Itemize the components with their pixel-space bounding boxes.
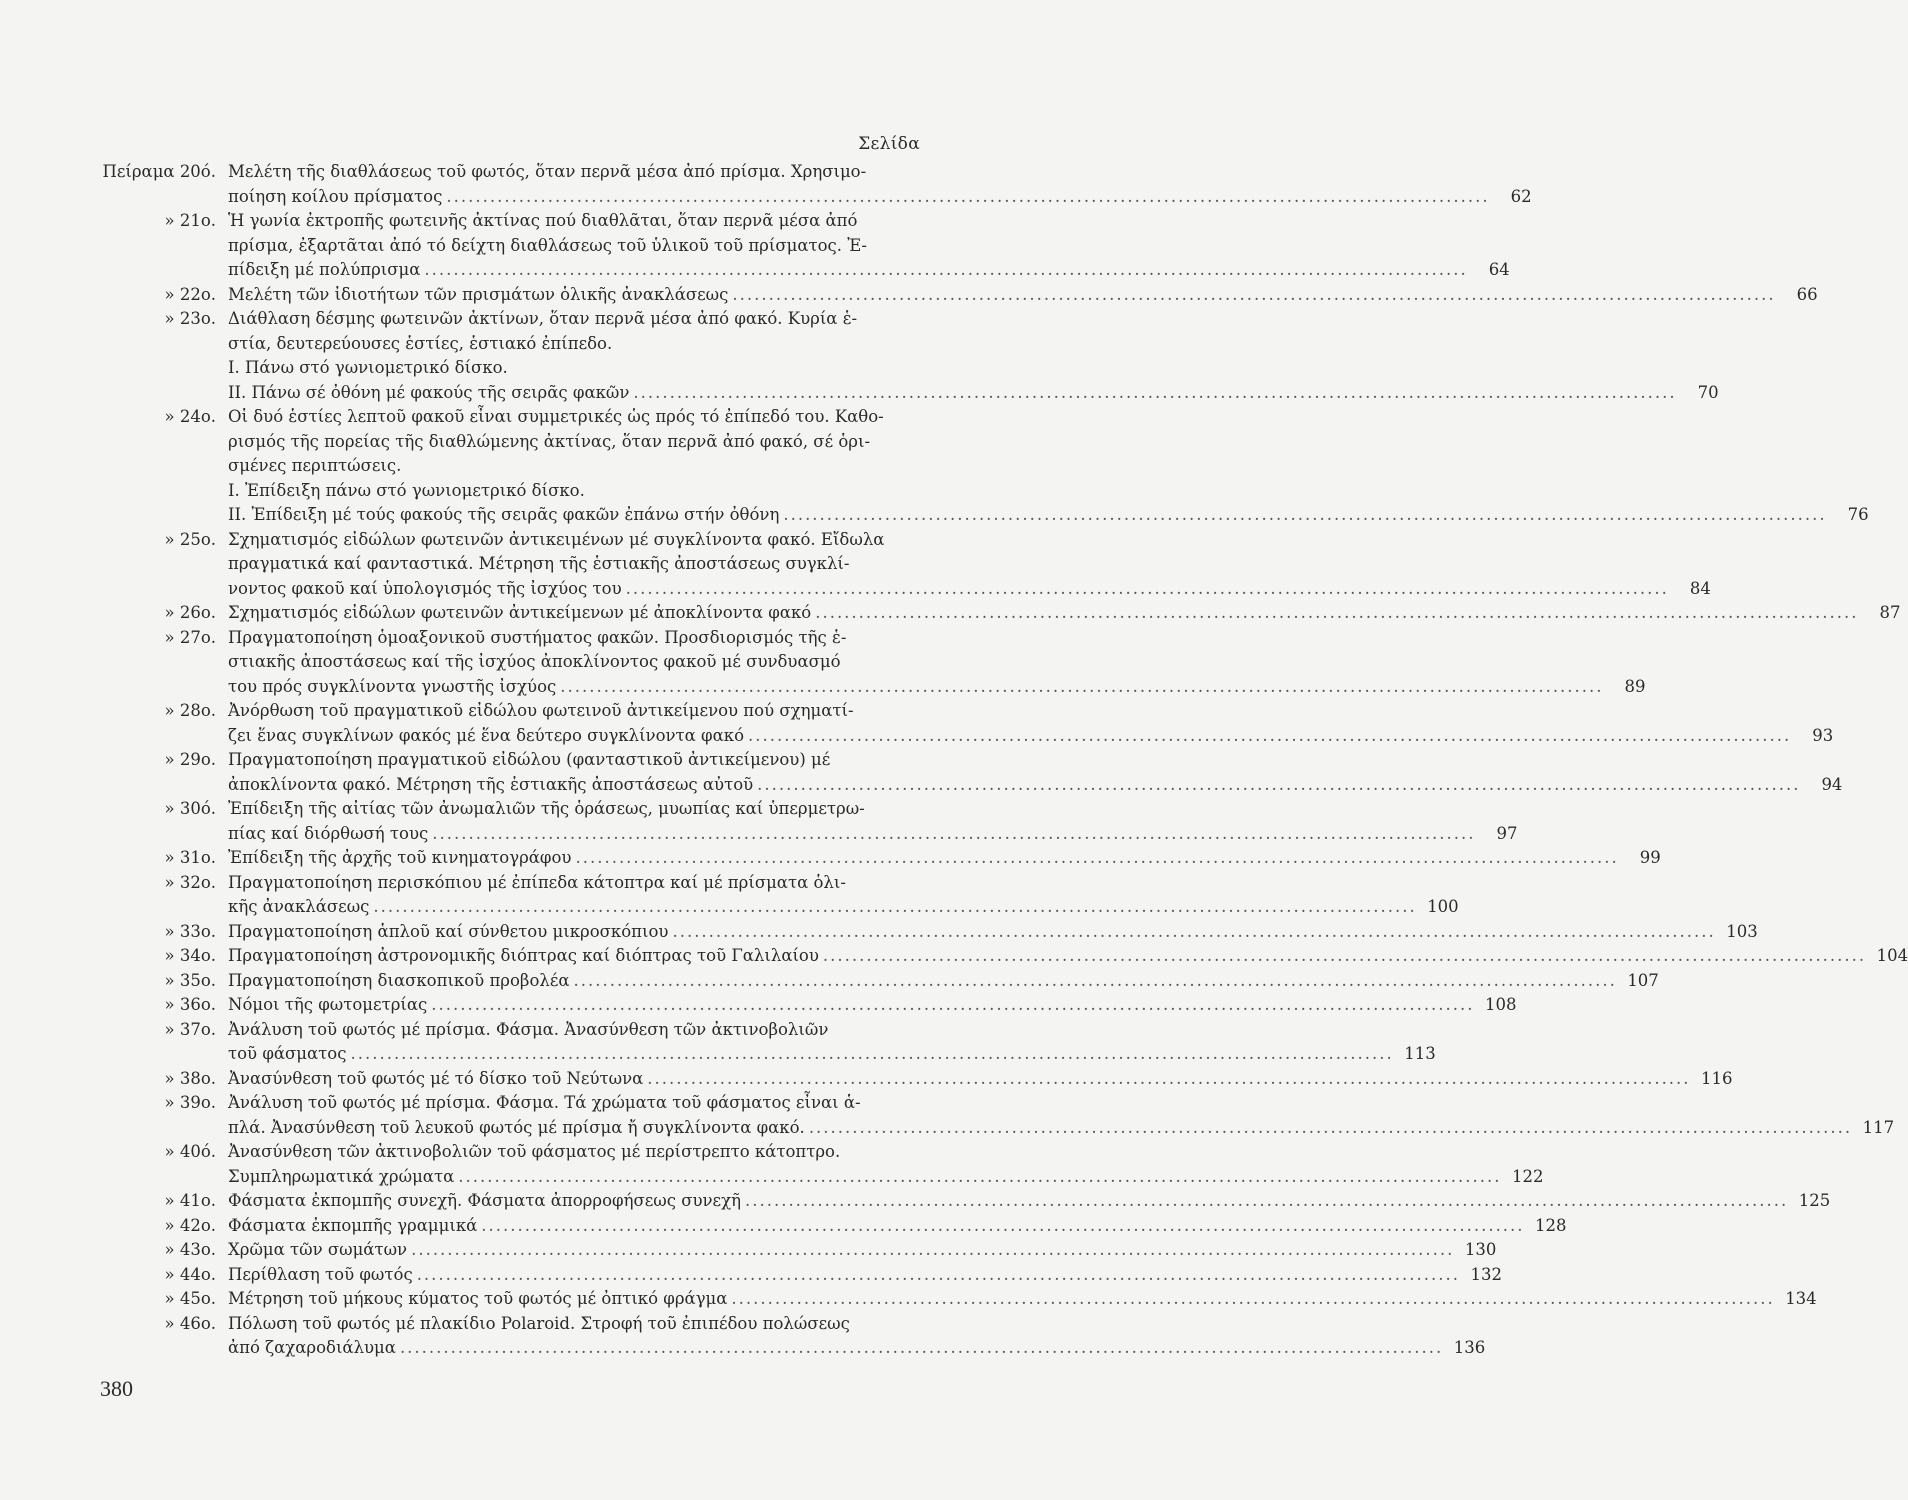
toc-line <box>100 185 1532 210</box>
dot-leader <box>731 1287 1774 1312</box>
entry-text: ΙΙ. Πάνω σέ ὀθόνη μέ φακούς τῆς σειρᾶς φακῶν <box>228 382 630 402</box>
dot-leader <box>823 944 1866 969</box>
toc-line <box>100 356 920 381</box>
toc-line <box>100 1189 1831 1214</box>
entry-text: Ἀνασύνθεση τοῦ φωτός μέ τό δίσκο τοῦ Νεύτωνα <box>228 1068 644 1088</box>
toc-line <box>100 1238 1497 1263</box>
entry-label: » 42ο. <box>164 1215 216 1235</box>
entry-page: 117 <box>1862 1117 1895 1137</box>
entry-label: » 21ο. <box>164 211 216 230</box>
entry-text: Μέτρηση τοῦ μήκους κύματος τοῦ φωτός μέ ὀπτικό φράγμα <box>228 1289 728 1308</box>
entry-text: Ι. Πάνω στό γωνιομετρικό δίσκο. <box>228 358 508 377</box>
entry-label: » 39ο. <box>164 1093 216 1112</box>
entry-text: πίδειξη μέ πολύπρισμα <box>228 260 421 279</box>
toc-line <box>100 1263 1502 1288</box>
entry-text: ἀπό ζαχαροδιάλυμα <box>228 1338 396 1357</box>
entry-label: » 41ο. <box>164 1191 216 1210</box>
toc-entry <box>100 969 1659 994</box>
entry-text: Σχηματισμός εἰδώλων φωτεινῶν ἀντικειμένων μέ συγκλίνοντα φακό. Εἴδωλα <box>228 529 885 549</box>
entry-label: » 35ο. <box>164 970 216 990</box>
entry-page: 104 <box>1876 946 1908 965</box>
toc-entry <box>100 1067 1733 1092</box>
entry-text: σμένες περιπτώσεις. <box>228 456 402 475</box>
entry-text: τοῦ φάσματος <box>228 1044 347 1063</box>
dot-leader <box>574 969 1617 994</box>
dot-leader <box>424 258 1467 283</box>
toc-line <box>100 773 1843 798</box>
toc-entry <box>100 846 1661 871</box>
toc-entry <box>100 405 1869 528</box>
dot-leader <box>626 577 1669 602</box>
toc-line <box>100 944 1908 969</box>
toc-line <box>100 552 920 577</box>
dot-leader <box>373 895 1416 920</box>
toc-entry <box>100 307 1719 405</box>
toc-line <box>100 920 1758 945</box>
entry-page: 136 <box>1453 1338 1486 1357</box>
toc-line <box>100 258 1510 283</box>
entry-page: 130 <box>1464 1240 1497 1259</box>
toc-line <box>100 1018 920 1043</box>
entry-text: Ι. Ἐπίδειξη πάνω στό γωνιομετρικό δίσκο. <box>228 480 585 500</box>
entry-text: Πραγματοποίηση ἁπλοῦ καί σύνθετου μικροσκόπιου <box>228 921 669 941</box>
toc-line <box>100 748 920 773</box>
dot-leader <box>757 773 1800 798</box>
dot-leader <box>458 1165 1501 1190</box>
toc-entry <box>100 1140 1544 1189</box>
entry-page: 70 <box>1697 382 1719 402</box>
toc-entry <box>100 944 1908 969</box>
toc-entry <box>100 1287 1817 1312</box>
entry-page: 107 <box>1627 970 1659 990</box>
entry-page: 108 <box>1485 995 1517 1014</box>
toc-entry <box>100 209 1510 283</box>
entry-label: » 32ο. <box>164 872 216 892</box>
toc-line <box>100 283 1818 308</box>
entry-text: ζει ἕνας συγκλίνων φακός μέ ἕνα δεύτερο συγκλίνοντα φακό <box>228 725 745 745</box>
toc-line <box>100 626 920 651</box>
entry-text: στιακῆς ἀποστάσεως καί τῆς ἰσχύος ἀποκλίνοντος φακοῦ μέ συνδυασμό <box>228 652 841 671</box>
entry-page: 66 <box>1796 284 1818 304</box>
entry-text: Πραγματοποίηση περισκόπιου μέ ἐπίπεδα κάτοπτρα καί μέ πρίσματα ὁλι- <box>228 872 846 892</box>
entry-text: Νόμοι τῆς φωτομετρίας <box>228 995 428 1014</box>
toc-line <box>100 724 1834 749</box>
dot-leader <box>400 1336 1443 1361</box>
entry-text: νοντος φακοῦ καί ὑπολογισμός τῆς ἰσχύος του <box>228 578 622 598</box>
toc-entry <box>100 748 1843 797</box>
toc-entry <box>100 1263 1502 1288</box>
toc-line <box>100 209 920 234</box>
entry-label: Πείραμα 20ό. <box>102 162 216 181</box>
toc-line <box>100 1336 1486 1361</box>
dot-leader <box>815 601 1858 626</box>
entry-label: » 44ο. <box>164 1264 216 1284</box>
entry-label: » 40ό. <box>164 1142 216 1161</box>
toc-line <box>100 993 1517 1018</box>
toc-entry <box>100 601 1901 626</box>
entry-text: ΙΙ. Ἐπίδειξη μέ τούς φακούς τῆς σειρᾶς φακῶν ἐπάνω στήν ὀθόνη <box>228 505 780 524</box>
entry-text: ποίηση κοίλου πρίσματος <box>228 186 443 206</box>
toc-line <box>100 822 1518 847</box>
toc-line <box>100 969 1659 994</box>
toc-line <box>100 454 920 479</box>
toc-line <box>100 503 1869 528</box>
entry-page: 132 <box>1470 1264 1502 1284</box>
toc-entry <box>100 993 1517 1018</box>
entry-label: » 30ό. <box>164 799 216 818</box>
dot-leader <box>560 675 1603 700</box>
dot-leader <box>633 381 1676 406</box>
entry-text: Φάσματα ἐκπομπῆς γραμμικά <box>228 1215 478 1235</box>
entry-page: 84 <box>1689 578 1711 598</box>
entry-text: Ἀνάλυση τοῦ φωτός μέ πρίσμα. Φάσμα. Τά χρώματα τοῦ φάσματος εἶναι ἁ- <box>228 1093 861 1112</box>
entry-label: » 46ο. <box>164 1313 216 1333</box>
toc-line <box>100 1067 1733 1092</box>
entry-text: Ἐπίδειξη τῆς αἰτίας τῶν ἀνωμαλιῶν τῆς ὁράσεως, μυωπίας καί ὑπερμετρω- <box>228 799 865 818</box>
toc-line <box>100 1116 1895 1141</box>
toc-line <box>100 160 920 185</box>
entry-text: πίας καί διόρθωσή τους <box>228 823 429 843</box>
toc-line <box>100 871 920 896</box>
toc-entry <box>100 1312 1486 1361</box>
entry-label: » 27ο. <box>164 627 216 647</box>
entry-page: 93 <box>1812 725 1834 745</box>
entry-text: του πρός συγκλίνοντα γνωστῆς ἰσχύος <box>228 676 557 696</box>
toc-entry <box>100 283 1818 308</box>
entry-label: » 25ο. <box>164 529 216 549</box>
entry-text: Σχηματισμός εἰδώλων φωτεινῶν ἀντικείμενων μέ ἀποκλίνοντα φακό <box>228 603 812 622</box>
entry-label: » 34ο. <box>164 946 216 965</box>
dot-leader <box>575 846 1618 871</box>
entry-text: Πόλωση τοῦ φωτός μέ πλακίδιο Polaroid. Στροφή τοῦ ἐπιπέδου πολώσεως <box>228 1313 850 1333</box>
entry-page: 89 <box>1624 676 1646 696</box>
dot-leader <box>411 1238 1454 1263</box>
entry-text: Μελέτη τῶν ἰδιοτήτων τῶν πρισμάτων ὁλικῆς ἀνακλάσεως <box>228 284 729 304</box>
toc-line <box>100 528 920 553</box>
entry-text: Φάσματα ἐκπομπῆς συνεχῆ. Φάσματα ἀπορροφήσεως συνεχῆ <box>228 1191 741 1210</box>
entry-label: » 26ο. <box>164 603 216 622</box>
entry-text: Χρῶμα τῶν σωμάτων <box>228 1240 408 1259</box>
toc-line <box>100 797 920 822</box>
entry-text: πρίσμα, ἐξαρτᾶται ἀπό τό δείχτη διαθλάσεως τοῦ ὑλικοῦ τοῦ πρίσματος. Ἐ- <box>228 235 867 255</box>
toc-entry <box>100 528 1711 602</box>
toc-line <box>100 895 1459 920</box>
entry-text: Μελέτη τῆς διαθλάσεως τοῦ φωτός, ὅταν περνᾶ μέσα ἀπό πρίσμα. Χρησιμο- <box>228 162 867 181</box>
toc-line <box>100 846 1661 871</box>
entry-page: 97 <box>1496 823 1518 843</box>
toc-line <box>100 1214 1567 1239</box>
entry-text: Περίθλαση τοῦ φωτός <box>228 1264 413 1284</box>
entry-page: 134 <box>1785 1289 1817 1308</box>
toc-entry <box>100 1018 1436 1067</box>
dot-leader <box>417 1263 1460 1288</box>
toc-entry <box>100 626 1646 700</box>
dot-leader <box>745 1189 1788 1214</box>
dot-leader <box>748 724 1791 749</box>
entry-label: » 29ο. <box>164 750 216 769</box>
entry-label: » 28ο. <box>164 701 216 720</box>
entry-page: 116 <box>1701 1068 1733 1088</box>
entry-page: 87 <box>1879 603 1901 622</box>
toc-line <box>100 1091 920 1116</box>
entry-label: » 31ο. <box>164 848 216 867</box>
entry-page: 103 <box>1726 921 1758 941</box>
toc-line <box>100 1165 1544 1190</box>
toc-line <box>100 405 920 430</box>
toc-line <box>100 577 1711 602</box>
dot-leader <box>481 1214 1524 1239</box>
toc-line <box>100 601 1901 626</box>
entry-text: κῆς ἀνακλάσεως <box>228 897 370 916</box>
table-of-contents <box>100 160 1908 1361</box>
entry-text: Ἀνόρθωση τοῦ πραγματικοῦ εἰδώλου φωτεινοῦ ἀντικείμενου πού σχηματί- <box>228 701 854 720</box>
page-column-header: Σελίδα <box>858 134 920 154</box>
entry-text: ρισμός τῆς πορείας τῆς διαθλώμενης ἀκτίνας, ὅταν περνᾶ ἀπό φακό, σέ ὁρι- <box>228 431 871 451</box>
toc-entry <box>100 1238 1497 1263</box>
toc-line <box>100 1287 1817 1312</box>
entry-page: 94 <box>1821 774 1843 794</box>
entry-page: 122 <box>1511 1166 1544 1186</box>
entry-text: Πραγματοποίηση διασκοπικοῦ προβολέα <box>228 970 570 990</box>
toc-line <box>100 234 920 259</box>
toc-line <box>100 381 1719 406</box>
toc-line <box>100 699 920 724</box>
entry-label: » 23ο. <box>164 309 216 328</box>
entry-page: 76 <box>1847 505 1869 524</box>
entry-label: » 36ο. <box>164 995 216 1014</box>
toc-entry <box>100 1214 1567 1239</box>
entry-text: στία, δευτερεύουσες ἑστίες, ἑστιακό ἐπίπεδο. <box>228 333 613 353</box>
toc-entry <box>100 160 1532 209</box>
dot-leader <box>783 503 1826 528</box>
entry-text: Πραγματοποίηση ἀστρονομικῆς διόπτρας καί διόπτρας τοῦ Γαλιλαίου <box>228 946 819 965</box>
toc-entry <box>100 699 1834 748</box>
toc-line <box>100 1312 920 1337</box>
entry-text: ἀποκλίνοντα φακό. Μέτρηση τῆς ἑστιακῆς ἀποστάσεως αὐτοῦ <box>228 774 754 794</box>
dot-leader <box>350 1042 1393 1067</box>
page-number: 380 <box>100 1376 133 1401</box>
toc-line <box>100 479 920 504</box>
dot-leader <box>809 1116 1852 1141</box>
entry-page: 62 <box>1510 186 1532 206</box>
entry-page: 128 <box>1535 1215 1567 1235</box>
entry-label: » 24ο. <box>164 407 216 426</box>
dot-leader <box>647 1067 1690 1092</box>
entry-page: 100 <box>1427 897 1459 916</box>
entry-text: Οἱ δυό ἑστίες λεπτοῦ φακοῦ εἶναι συμμετρικές ὡς πρός τό ἐπίπεδό του. Καθο- <box>228 407 884 426</box>
toc-line <box>100 307 920 332</box>
toc-entry <box>100 797 1518 846</box>
toc-entry <box>100 920 1758 945</box>
entry-text: Πραγματοποίηση ὁμοαξονικοῦ συστήματος φακῶν. Προσδιορισμός τῆς ἑ- <box>228 627 847 647</box>
dot-leader <box>432 822 1475 847</box>
entry-label: » 45ο. <box>164 1289 216 1308</box>
entry-text: Ἀνασύνθεση τῶν ἀκτινοβολιῶν τοῦ φάσματος μέ περίστρεπτο κάτοπτρο. <box>228 1142 841 1161</box>
toc-entry <box>100 1189 1831 1214</box>
entry-text: Ἡ γωνία ἐκτροπῆς φωτεινῆς ἀκτίνας πού διαθλᾶται, ὅταν περνᾶ μέσα ἀπό <box>228 211 858 230</box>
toc-line <box>100 332 920 357</box>
entry-text: Ἀνάλυση τοῦ φωτός μέ πρίσμα. Φάσμα. Ἀνασύνθεση τῶν ἀκτινοβολιῶν <box>228 1019 829 1039</box>
toc-entry <box>100 871 1459 920</box>
toc-line <box>100 430 920 455</box>
entry-text: Πραγματοποίηση πραγματικοῦ εἰδώλου (φανταστικοῦ ἀντικείμενου) μέ <box>228 750 831 769</box>
entry-text: Ἐπίδειξη τῆς ἀρχῆς τοῦ κινηματογράφου <box>228 848 572 867</box>
dot-leader <box>431 993 1474 1018</box>
entry-label: » 22ο. <box>164 284 216 304</box>
toc-line <box>100 650 920 675</box>
dot-leader <box>672 920 1715 945</box>
entry-text: Συμπληρωματικά χρώματα <box>228 1166 455 1186</box>
entry-page: 99 <box>1639 848 1661 867</box>
entry-text: πραγματικά καί φανταστικά. Μέτρηση τῆς ἑστιακῆς ἀποστάσεως συγκλί- <box>228 554 850 573</box>
toc-entry <box>100 1091 1895 1140</box>
entry-text: πλά. Ἀνασύνθεση τοῦ λευκοῦ φωτός μέ πρίσμα ἤ συγκλίνοντα φακό. <box>228 1117 805 1137</box>
entry-label: » 37ο. <box>164 1019 216 1039</box>
dot-leader <box>732 283 1775 308</box>
entry-page: 64 <box>1488 260 1510 279</box>
entry-label: » 33ο. <box>164 921 216 941</box>
entry-page: 125 <box>1798 1191 1831 1210</box>
entry-label: » 43ο. <box>164 1240 216 1259</box>
toc-line <box>100 675 1646 700</box>
entry-label: » 38ο. <box>164 1068 216 1088</box>
toc-line <box>100 1042 1436 1067</box>
entry-page: 113 <box>1404 1044 1436 1063</box>
toc-line <box>100 1140 920 1165</box>
dot-leader <box>446 185 1489 210</box>
entry-text: Διάθλαση δέσμης φωτεινῶν ἀκτίνων, ὅταν περνᾶ μέσα ἀπό φακό. Κυρία ἑ- <box>228 309 858 328</box>
